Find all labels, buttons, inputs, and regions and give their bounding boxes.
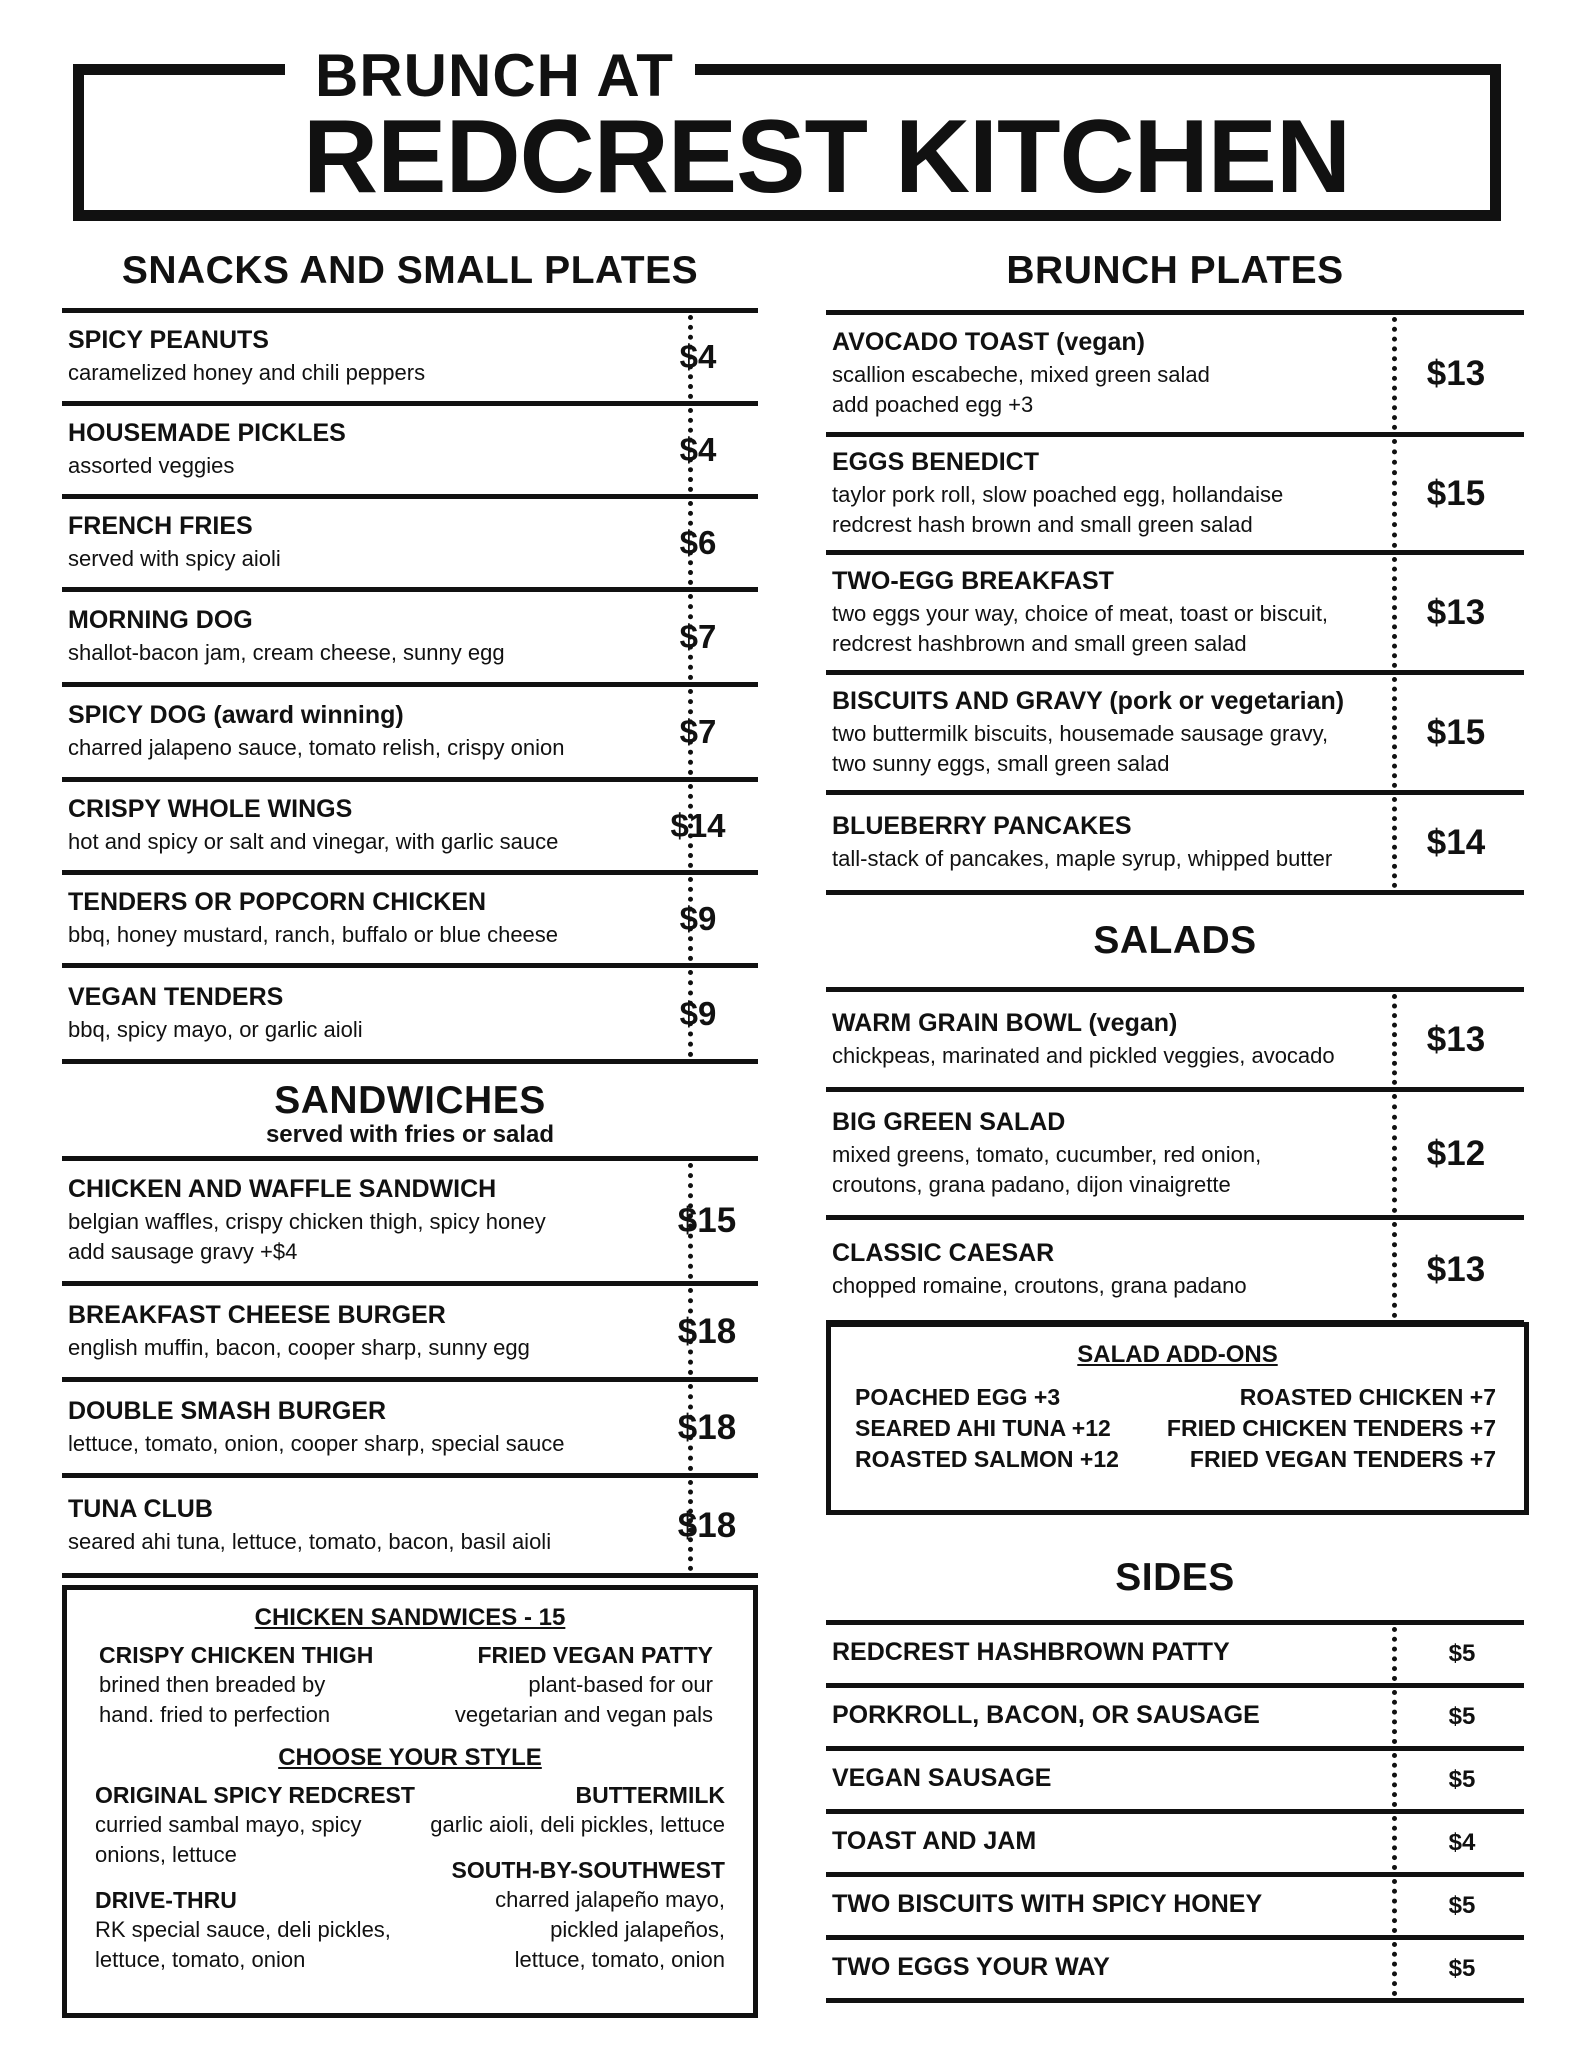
item-price: $5 bbox=[1448, 1703, 1476, 1730]
item-description: chopped romaine, croutons, grana padano bbox=[832, 1273, 1247, 1298]
sides-item bbox=[826, 1809, 1524, 1872]
item-price: $5 bbox=[1448, 1955, 1476, 1982]
item-description: english muffin, bacon, cooper sharp, sunny egg bbox=[68, 1335, 530, 1360]
item-price: $5 bbox=[1448, 1892, 1476, 1919]
chicken-box-title: CHICKEN SANDWICES - 15 bbox=[254, 1604, 566, 1631]
addon-item: FRIED CHICKEN TENDERS +7 bbox=[1166, 1415, 1496, 1441]
snacks-item bbox=[62, 777, 758, 870]
sides-item bbox=[826, 1620, 1524, 1683]
snacks-title: SNACKS AND SMALL PLATES bbox=[121, 249, 699, 292]
item-name: TWO BISCUITS WITH SPICY HONEY bbox=[832, 1890, 1263, 1918]
addon-item: SEARED AHI TUNA +12 bbox=[855, 1415, 1111, 1441]
item-price: $14 bbox=[1426, 823, 1486, 862]
vegan-patty-desc: vegetarian and vegan pals bbox=[454, 1702, 713, 1727]
item-price: $9 bbox=[679, 900, 717, 937]
sandwiches-item bbox=[62, 1473, 758, 1573]
addon-item: ROASTED CHICKEN +7 bbox=[1239, 1384, 1496, 1410]
sandwiches-subtitle: served with fries or salad bbox=[265, 1121, 555, 1148]
item-description: lettuce, tomato, onion, cooper sharp, special sauce bbox=[68, 1431, 565, 1456]
item-name: HOUSEMADE PICKLES bbox=[68, 419, 346, 447]
dotted-divider bbox=[1392, 439, 1397, 548]
style-drivethru-name: DRIVE-THRU bbox=[95, 1887, 237, 1913]
item-price: $9 bbox=[679, 995, 717, 1032]
dotted-divider bbox=[1392, 1094, 1397, 1213]
snacks-item bbox=[62, 494, 758, 587]
addon-item: ROASTED SALMON +12 bbox=[855, 1446, 1119, 1472]
item-name: MORNING DOG bbox=[68, 606, 253, 634]
item-name: WARM GRAIN BOWL (vegan) bbox=[832, 1009, 1178, 1037]
item-description: bbq, honey mustard, ranch, buffalo or blue cheese bbox=[68, 922, 559, 947]
item-name: AVOCADO TOAST (vegan) bbox=[832, 328, 1145, 356]
choose-style-title: CHOOSE YOUR STYLE bbox=[278, 1744, 542, 1771]
item-description: charred jalapeno sauce, tomato relish, crispy onion bbox=[68, 735, 565, 760]
item-name: PORKROLL, BACON, OR SAUSAGE bbox=[832, 1701, 1260, 1729]
snacks-item bbox=[62, 870, 758, 963]
item-name: VEGAN SAUSAGE bbox=[832, 1764, 1052, 1792]
sides-item bbox=[826, 1683, 1524, 1746]
style-sxsw-desc: pickled jalapeños, bbox=[550, 1917, 725, 1942]
brunch-item bbox=[826, 670, 1524, 790]
vegan-patty-name: FRIED VEGAN PATTY bbox=[477, 1642, 713, 1668]
snacks-item bbox=[62, 308, 758, 401]
style-original-name: ORIGINAL SPICY REDCREST bbox=[95, 1782, 415, 1808]
dotted-divider bbox=[1392, 797, 1397, 888]
chicken-sandwiches-box bbox=[62, 1585, 758, 2018]
salads-item bbox=[826, 1087, 1524, 1215]
item-name: REDCREST HASHBROWN PATTY bbox=[832, 1638, 1230, 1666]
item-description: chickpeas, marinated and pickled veggies, avocado bbox=[832, 1043, 1335, 1068]
snacks-item bbox=[62, 682, 758, 777]
dotted-divider bbox=[1392, 1627, 1397, 1681]
brunch-list bbox=[826, 310, 1524, 895]
item-name: CRISPY WHOLE WINGS bbox=[68, 795, 353, 823]
crispy-thigh-desc: brined then breaded by bbox=[99, 1672, 326, 1697]
item-price: $15 bbox=[1426, 713, 1486, 752]
salads-title: SALADS bbox=[1093, 919, 1257, 962]
style-sxsw-desc: lettuce, tomato, onion bbox=[514, 1947, 725, 1972]
section-bottom-rule bbox=[826, 1998, 1524, 2003]
item-description: assorted veggies bbox=[68, 453, 235, 478]
sandwich-list bbox=[62, 1156, 758, 1578]
item-description: caramelized honey and chili peppers bbox=[68, 360, 426, 385]
snacks-item bbox=[62, 401, 758, 494]
item-name: DOUBLE SMASH BURGER bbox=[68, 1397, 387, 1425]
dotted-divider bbox=[1392, 557, 1397, 668]
dotted-divider bbox=[1392, 1222, 1397, 1318]
item-description: taylor pork roll, slow poached egg, hollandaise bbox=[832, 482, 1284, 507]
item-price: $18 bbox=[677, 1408, 737, 1447]
item-description: redcrest hashbrown and small green salad bbox=[832, 631, 1247, 656]
dotted-divider bbox=[1392, 1942, 1397, 1996]
item-price: $5 bbox=[1448, 1766, 1476, 1793]
item-name: BIG GREEN SALAD bbox=[832, 1108, 1066, 1136]
item-price: $4 bbox=[679, 338, 717, 375]
sides-title: SIDES bbox=[1115, 1556, 1235, 1599]
crispy-thigh-desc: hand. fried to perfection bbox=[99, 1702, 331, 1727]
brunch-item bbox=[826, 790, 1524, 890]
dotted-divider bbox=[1392, 1753, 1397, 1807]
item-description: mixed greens, tomato, cucumber, red onion, bbox=[832, 1142, 1262, 1167]
style-drivethru-desc: RK special sauce, deli pickles, bbox=[95, 1917, 391, 1942]
brunch-title: BRUNCH PLATES bbox=[1006, 249, 1344, 292]
item-name: VEGAN TENDERS bbox=[68, 983, 284, 1011]
section-bottom-rule bbox=[62, 1573, 758, 1578]
style-sxsw-desc: charred jalapeño mayo, bbox=[495, 1887, 725, 1912]
sides-item bbox=[826, 1872, 1524, 1935]
item-description: belgian waffles, crispy chicken thigh, spicy honey bbox=[68, 1209, 546, 1234]
item-description: seared ahi tuna, lettuce, tomato, bacon, basil aioli bbox=[68, 1529, 552, 1554]
style-original-desc: onions, lettuce bbox=[95, 1842, 237, 1867]
item-description: redcrest hash brown and small green salad bbox=[832, 512, 1253, 537]
item-description: hot and spicy or salt and vinegar, with garlic sauce bbox=[68, 829, 559, 854]
sandwiches-item bbox=[62, 1281, 758, 1377]
item-name: TOAST AND JAM bbox=[832, 1827, 1037, 1855]
item-price: $14 bbox=[670, 807, 726, 844]
item-price: $4 bbox=[1448, 1829, 1476, 1856]
item-name: TWO EGGS YOUR WAY bbox=[832, 1953, 1110, 1981]
item-description: croutons, grana padano, dijon vinaigrette bbox=[832, 1172, 1231, 1197]
item-name: TUNA CLUB bbox=[68, 1495, 213, 1523]
sides-item bbox=[826, 1935, 1524, 1998]
item-name: EGGS BENEDICT bbox=[832, 448, 1039, 476]
item-price: $15 bbox=[1426, 474, 1486, 513]
item-description: scallion escabeche, mixed green salad bbox=[832, 362, 1210, 387]
style-sxsw-name: SOUTH-BY-SOUTHWEST bbox=[451, 1857, 725, 1883]
sandwiches-item bbox=[62, 1156, 758, 1281]
header-title: REDCREST KITCHEN bbox=[303, 99, 1351, 215]
item-description: shallot-bacon jam, cream cheese, sunny egg bbox=[68, 640, 505, 665]
crispy-thigh-name: CRISPY CHICKEN THIGH bbox=[99, 1642, 374, 1668]
item-price: $5 bbox=[1448, 1640, 1476, 1667]
salads-item bbox=[826, 1215, 1524, 1320]
style-buttermilk-desc: garlic aioli, deli pickles, lettuce bbox=[430, 1812, 725, 1837]
brunch-item bbox=[826, 310, 1524, 432]
item-price: $18 bbox=[677, 1312, 737, 1351]
item-name: BLUEBERRY PANCAKES bbox=[832, 812, 1132, 840]
item-description: two sunny eggs, small green salad bbox=[832, 751, 1170, 776]
addon-item: FRIED VEGAN TENDERS +7 bbox=[1189, 1446, 1496, 1472]
sides-item bbox=[826, 1746, 1524, 1809]
salad-list bbox=[826, 987, 1524, 1325]
item-description: served with spicy aioli bbox=[68, 546, 281, 571]
item-name: CLASSIC CAESAR bbox=[832, 1239, 1055, 1267]
right-column bbox=[826, 248, 1524, 1325]
style-buttermilk-name: BUTTERMILK bbox=[575, 1782, 725, 1808]
sandwiches-item bbox=[62, 1377, 758, 1473]
item-description: bbq, spicy mayo, or garlic aioli bbox=[68, 1017, 363, 1042]
dotted-divider bbox=[1392, 1690, 1397, 1744]
sides-list bbox=[826, 1620, 1524, 2003]
brunch-item bbox=[826, 550, 1524, 670]
item-description: add sausage gravy +$4 bbox=[68, 1239, 298, 1264]
item-price: $13 bbox=[1426, 1250, 1486, 1289]
item-price: $13 bbox=[1426, 354, 1486, 393]
item-name: BISCUITS AND GRAVY (pork or vegetarian) bbox=[832, 687, 1345, 715]
salads-item bbox=[826, 987, 1524, 1087]
sides-section bbox=[826, 1548, 1524, 2003]
item-price: $13 bbox=[1426, 593, 1486, 632]
addons-title: SALAD ADD-ONS bbox=[1077, 1341, 1278, 1368]
item-description: tall-stack of pancakes, maple syrup, whipped butter bbox=[832, 846, 1333, 871]
item-name: SPICY DOG (award winning) bbox=[68, 701, 404, 729]
item-name: BREAKFAST CHEESE BURGER bbox=[68, 1301, 446, 1329]
addon-item: POACHED EGG +3 bbox=[855, 1384, 1061, 1410]
brunch-item bbox=[826, 432, 1524, 550]
snacks-list bbox=[62, 308, 758, 1064]
vegan-patty-desc: plant-based for our bbox=[528, 1672, 713, 1697]
left-column bbox=[62, 248, 758, 1578]
salad-addons-box bbox=[826, 1322, 1529, 1515]
item-price: $15 bbox=[677, 1201, 737, 1240]
item-name: SPICY PEANUTS bbox=[68, 326, 269, 354]
dotted-divider bbox=[1392, 1816, 1397, 1870]
snacks-item bbox=[62, 963, 758, 1059]
item-name: FRENCH FRIES bbox=[68, 512, 253, 540]
snacks-item bbox=[62, 587, 758, 682]
item-name: TENDERS OR POPCORN CHICKEN bbox=[68, 888, 487, 916]
item-price: $7 bbox=[679, 618, 717, 655]
dotted-divider bbox=[1392, 677, 1397, 788]
item-name: TWO-EGG BREAKFAST bbox=[832, 567, 1114, 595]
style-original-desc: curried sambal mayo, spicy bbox=[95, 1812, 362, 1837]
item-price: $7 bbox=[679, 713, 717, 750]
item-price: $13 bbox=[1426, 1020, 1486, 1059]
header-subtitle: BRUNCH AT bbox=[315, 42, 674, 109]
dotted-divider bbox=[1392, 994, 1397, 1085]
style-drivethru-desc: lettuce, tomato, onion bbox=[95, 1947, 306, 1972]
item-price: $4 bbox=[679, 431, 717, 468]
item-name: CHICKEN AND WAFFLE SANDWICH bbox=[68, 1175, 497, 1203]
item-price: $6 bbox=[679, 524, 717, 561]
item-description: add poached egg +3 bbox=[832, 392, 1034, 417]
sandwiches-title: SANDWICHES bbox=[274, 1079, 546, 1122]
item-description: two buttermilk biscuits, housemade sausage gravy, bbox=[832, 721, 1329, 746]
item-price: $18 bbox=[677, 1506, 737, 1545]
dotted-divider bbox=[1392, 1879, 1397, 1933]
item-price: $12 bbox=[1426, 1134, 1486, 1173]
dotted-divider bbox=[1392, 317, 1397, 430]
item-description: two eggs your way, choice of meat, toast or biscuit, bbox=[832, 601, 1329, 626]
